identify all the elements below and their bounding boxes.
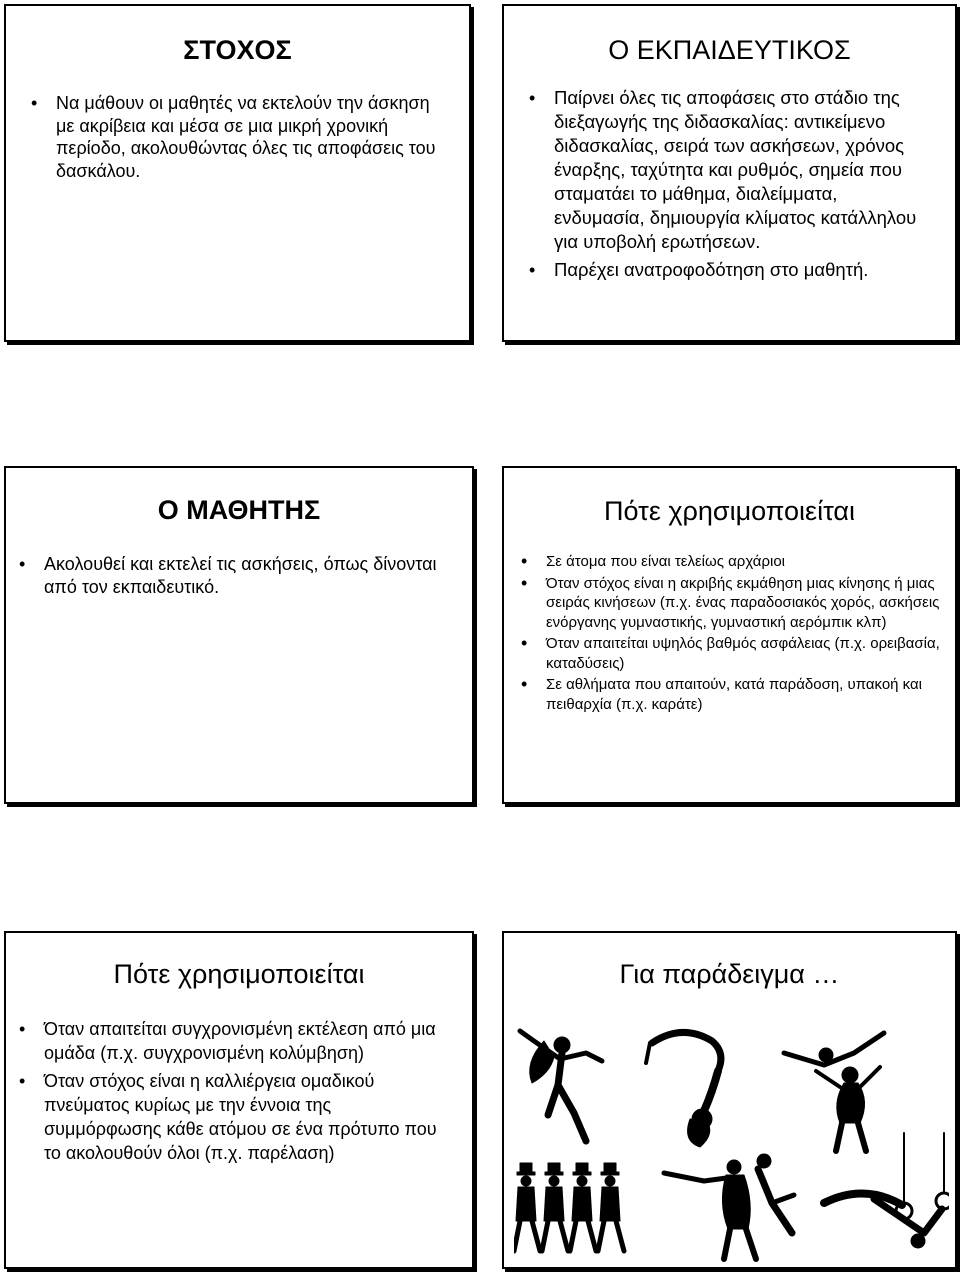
slide-title: Για παράδειγμα … bbox=[619, 959, 840, 989]
gymnast-rings-icon bbox=[824, 1133, 949, 1248]
list-item: • Παρέχει ανατροφοδότηση στο μαθητή. bbox=[529, 259, 869, 280]
bullet-icon: • bbox=[521, 551, 528, 571]
slide-stochos bbox=[4, 4, 471, 342]
list-item: • Όταν απαιτείται υψηλός βαθμός ασφάλειας (π.χ. ορειβασία, καταδύσεις) bbox=[521, 633, 940, 672]
slide-ekpaideftikos bbox=[502, 4, 957, 342]
bullet-list bbox=[16, 1017, 446, 1165]
bullet-icon: • bbox=[19, 1019, 26, 1039]
list-item: • Σε αθλήματα που απαιτούν, κατά παράδοση, υπακοή και πειθαρχία (π.χ. καράτε) bbox=[521, 674, 923, 713]
slide-title: Πότε χρησιμοποιείται bbox=[604, 496, 855, 526]
bullet-icon: • bbox=[529, 88, 536, 108]
slide-mathitis bbox=[4, 466, 474, 804]
list-item: • Σε άτομα που είναι τελείως αρχάριοι bbox=[521, 551, 786, 571]
bullet-list bbox=[16, 553, 446, 598]
bullet-icon: • bbox=[31, 93, 38, 113]
list-item: • Παίρνει όλες τις αποφάσεις στο στάδιο της διεξαγωγής της διδασκαλίας: αντικείμενο διδασκαλίας, σειρά των ασκήσεων, χρόνος έναρξης, ταχύτητα και ρυθμός, σημεία που σταματάει το μάθημα, διαλείμματα, ενδυμασία, δημιουργία κλίματος κατάλληλου για υποβολή ερωτήσεων. bbox=[529, 87, 917, 252]
bullet-list bbox=[28, 92, 443, 182]
ballet-lift-pair-icon bbox=[784, 1033, 884, 1151]
list-item: • Όταν στόχος είναι η καλλιέργεια ομαδικού πνεύματος κυρίως με την έννοια της συμμόρφωσης κάθε ατόμου σε ένα πρότυπο που το ακολουθούν όλοι (π.χ. παρέλαση) bbox=[19, 1071, 437, 1163]
slide-title: Πότε χρησιμοποιείται bbox=[113, 959, 365, 989]
slide-pote-xrisimopoieitai-1 bbox=[502, 466, 957, 804]
slide-gia-paradeigma bbox=[502, 931, 957, 1269]
dancer-leap-icon bbox=[520, 1031, 602, 1141]
list-item: • Όταν στόχος είναι η ακριβής εκμάθηση μιας κίνησης ή μιας σειράς κινήσεων (π.χ. ένας παραδοσιακός χορός, ασκήσεις ενόργανης γυμναστικής, γυμναστική αερόμπικ κλπ) bbox=[521, 572, 940, 631]
bullet-icon: • bbox=[529, 260, 536, 280]
tophat-dancers-line-icon bbox=[514, 1163, 624, 1251]
list-item: • Ακολουθεί και εκτελεί τις ασκήσεις, όπως δίνονται από τον εκπαιδευτικό. bbox=[19, 554, 437, 597]
ice-skating-pair-icon bbox=[664, 1154, 794, 1259]
slide-pote-xrisimopoieitai-2 bbox=[4, 931, 474, 1269]
bullet-list bbox=[526, 86, 931, 282]
backbend-pose-icon bbox=[646, 1032, 721, 1147]
list-item: • Όταν απαιτείται συγχρονισμένη εκτέλεση από μια ομάδα (π.χ. συγχρονισμένη κολύμβηση) bbox=[19, 1019, 436, 1063]
bullet-icon: • bbox=[19, 1071, 26, 1091]
bullet-list bbox=[518, 552, 943, 716]
slide-title: Ο ΜΑΘΗΤΗΣ bbox=[157, 495, 321, 525]
list-item: • Να μάθουν οι μαθητές να εκτελούν την άσκηση με ακρίβεια και μέσα σε μια μικρή χρονική περίοδο, ακολουθώντας όλες τις αποφάσεις του δασκάλου. bbox=[31, 93, 436, 181]
bullet-icon: • bbox=[19, 554, 26, 574]
bullet-icon: • bbox=[521, 572, 528, 593]
slide-title: Ο ΕΚΠΑΙΔΕΥΤΙΚΟΣ bbox=[608, 35, 851, 65]
slide-title: ΣΤΟΧΟΣ bbox=[183, 35, 292, 65]
example-figures bbox=[514, 1023, 949, 1263]
bullet-icon: • bbox=[521, 674, 528, 694]
bullet-icon: • bbox=[521, 633, 528, 653]
